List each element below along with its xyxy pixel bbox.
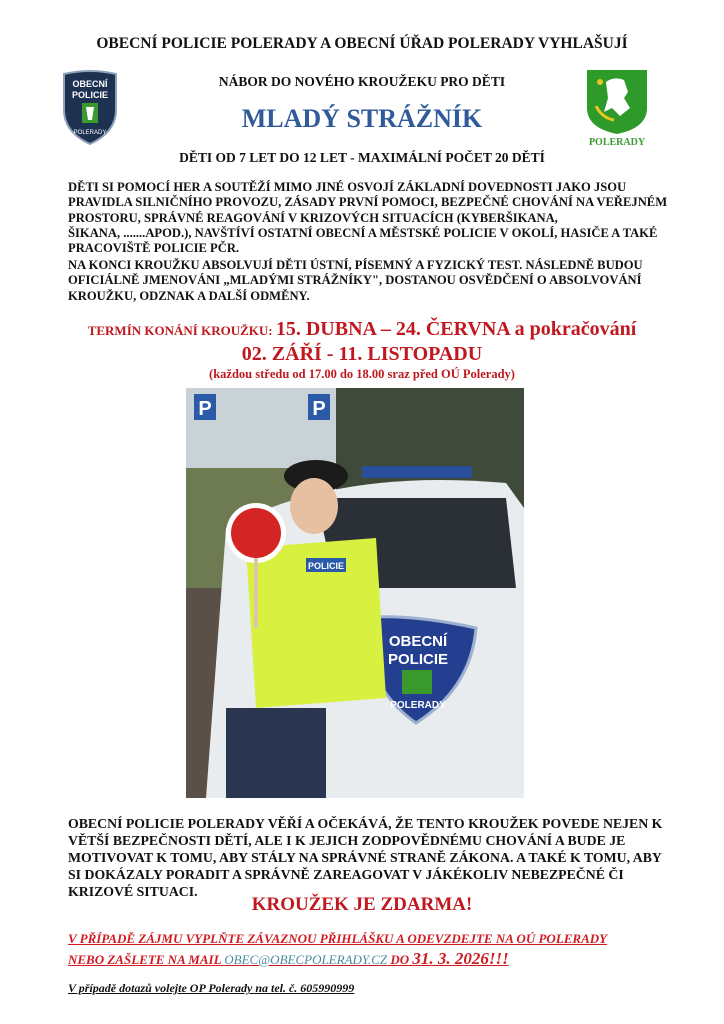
subtitle: NÁBOR DO NOVÉHO KROUŽEKU PRO DĚTI	[218, 74, 506, 89]
term-label: TERMÍN KONÁNÍ KROUŽKU:	[87, 323, 276, 338]
text-line: DĚTI SI POMOCÍ HER A SOUTĚŽÍ MIMO JINÉ OSVOJÍ ZÁKLADNÍ DOVEDNOSTI JAKO JSOU	[68, 180, 627, 194]
svg-text:POLICIE: POLICIE	[307, 561, 345, 571]
car-badge-line1: OBECNÍ	[388, 633, 448, 650]
term-dates-autumn: 02. ZÁŘÍ - 11. LISTOPADU	[241, 343, 483, 365]
term-line	[0, 318, 724, 341]
term-dates-spring: 15. DUBNA – 24. ČERVNA a pokračování	[275, 318, 637, 340]
deadline: 31. 3. 2026!!!	[412, 949, 509, 968]
expectation-paragraph	[68, 815, 668, 900]
text-line: KRIZOVÉ SITUACI.	[68, 884, 198, 899]
svg-text:POLERADY: POLERADY	[588, 137, 646, 148]
free-of-charge: KROUŽEK JE ZDARMA!	[251, 894, 473, 915]
svg-text:POLERADY: POLERADY	[73, 130, 107, 136]
test-paragraph	[68, 258, 668, 304]
text-line: PROSTORU, SPRÁVNÉ REAGOVÁNÍ V KRIZOVÝCH SITUACÍCH (KYBERŠIKANA,	[68, 210, 558, 225]
term-note: (každou středu od 17.00 do 18.00 sraz před OÚ Polerady)	[209, 367, 515, 381]
email-link[interactable]: OBEC@OBECPOLERADY.CZ	[224, 952, 388, 967]
text-line: KROUŽKU, ODZNAK A DALŠÍ ODMĚNY.	[68, 288, 310, 303]
svg-text:P: P	[312, 398, 326, 420]
text-line: VĚTŠÍ BEZPEČNOSTI DĚTÍ, ALE I K JEJICH ZODPOVĚDNÉMU CHOVÁNÍ A BUDE JE	[68, 833, 626, 848]
application-info	[68, 929, 607, 970]
svg-text:OBECNÍ: OBECNÍ	[72, 79, 108, 89]
text-line: PRAVIDLA SILNIČNÍHO PROVOZU, ZÁSADY PRVNÍ POMOCI, BEZPEČNÉ CHOVÁNÍ NA VEŘEJNÉM	[68, 195, 668, 210]
text-line: OBECNÍ POLICIE POLERADY VĚŘÍ A OČEKÁVÁ, ŽE TENTO KROUŽEK POVEDE NEJEN K	[68, 816, 663, 831]
svg-text:POLICIE: POLICIE	[71, 90, 109, 100]
text-line: ŠIKANA, .......APOD.), NAVŠTÍVÍ OSTATNÍ OBECNÍ A MĚSTSKÉ POLICIE V OKOLÍ, HASIČE A TAKÉ	[68, 225, 658, 240]
svg-text:POLERADY: POLERADY	[390, 700, 446, 711]
apply-line-2	[68, 949, 607, 970]
apply-text: NEBO ZAŠLETE NA MAIL	[68, 952, 225, 967]
photo-child-police-car	[186, 388, 524, 798]
text-line: SI DOKÁZALY PORADIT A SPRÁVNĚ ZAREAGOVAT V JÁKÉKOLIV NEBEZPEČNÉ ČI	[68, 867, 624, 882]
apply-line: V PŘÍPADĚ ZÁJMU VYPLŇTE ZÁVAZNOU PŘIHLÁŠKU A ODEVZDEJTE NA OÚ POLERADY	[68, 931, 608, 946]
text-line: NA KONCI KROUŽKU ABSOLVUJÍ DĚTI ÚSTNÍ, PÍSEMNÝ A FYZICKÝ TEST. NÁSLEDNĚ BUDOU	[68, 258, 643, 272]
text-line: OFICIÁLNĚ JMENOVÁNI „MLADÝMI STRÁŽNÍKY", DOSTANOU OSVĚDČENÍ O ABSOLVOVÁNÍ	[68, 273, 642, 288]
svg-text:P: P	[198, 398, 212, 420]
svg-text:POLICIE: POLICIE	[387, 651, 449, 668]
text-line: PRACOVIŠTĚ POLICIE PČR.	[68, 241, 240, 256]
page-title: MLADÝ STRÁŽNÍK	[241, 104, 483, 133]
age-info: DĚTI OD 7 LET DO 12 LET - MAXIMÁLNÍ POČET 20 DĚTÍ	[179, 150, 545, 165]
announcement-header: OBECNÍ POLICIE POLERADY A OBECNÍ ÚŘAD POLERADY VYHLAŠUJÍ	[96, 35, 628, 52]
description-paragraph	[68, 180, 668, 256]
text-line: MOTIVOVAT K TOMU, ABY STÁLY NA SPRÁVNÉ STRANĚ ZÁKONA. A TAKÉ K TOMU, ABY	[68, 850, 662, 865]
contact-phone: V případě dotazů volejte OP Polerady na tel. č. 605990999	[68, 981, 355, 995]
apply-text: DO	[387, 952, 413, 967]
